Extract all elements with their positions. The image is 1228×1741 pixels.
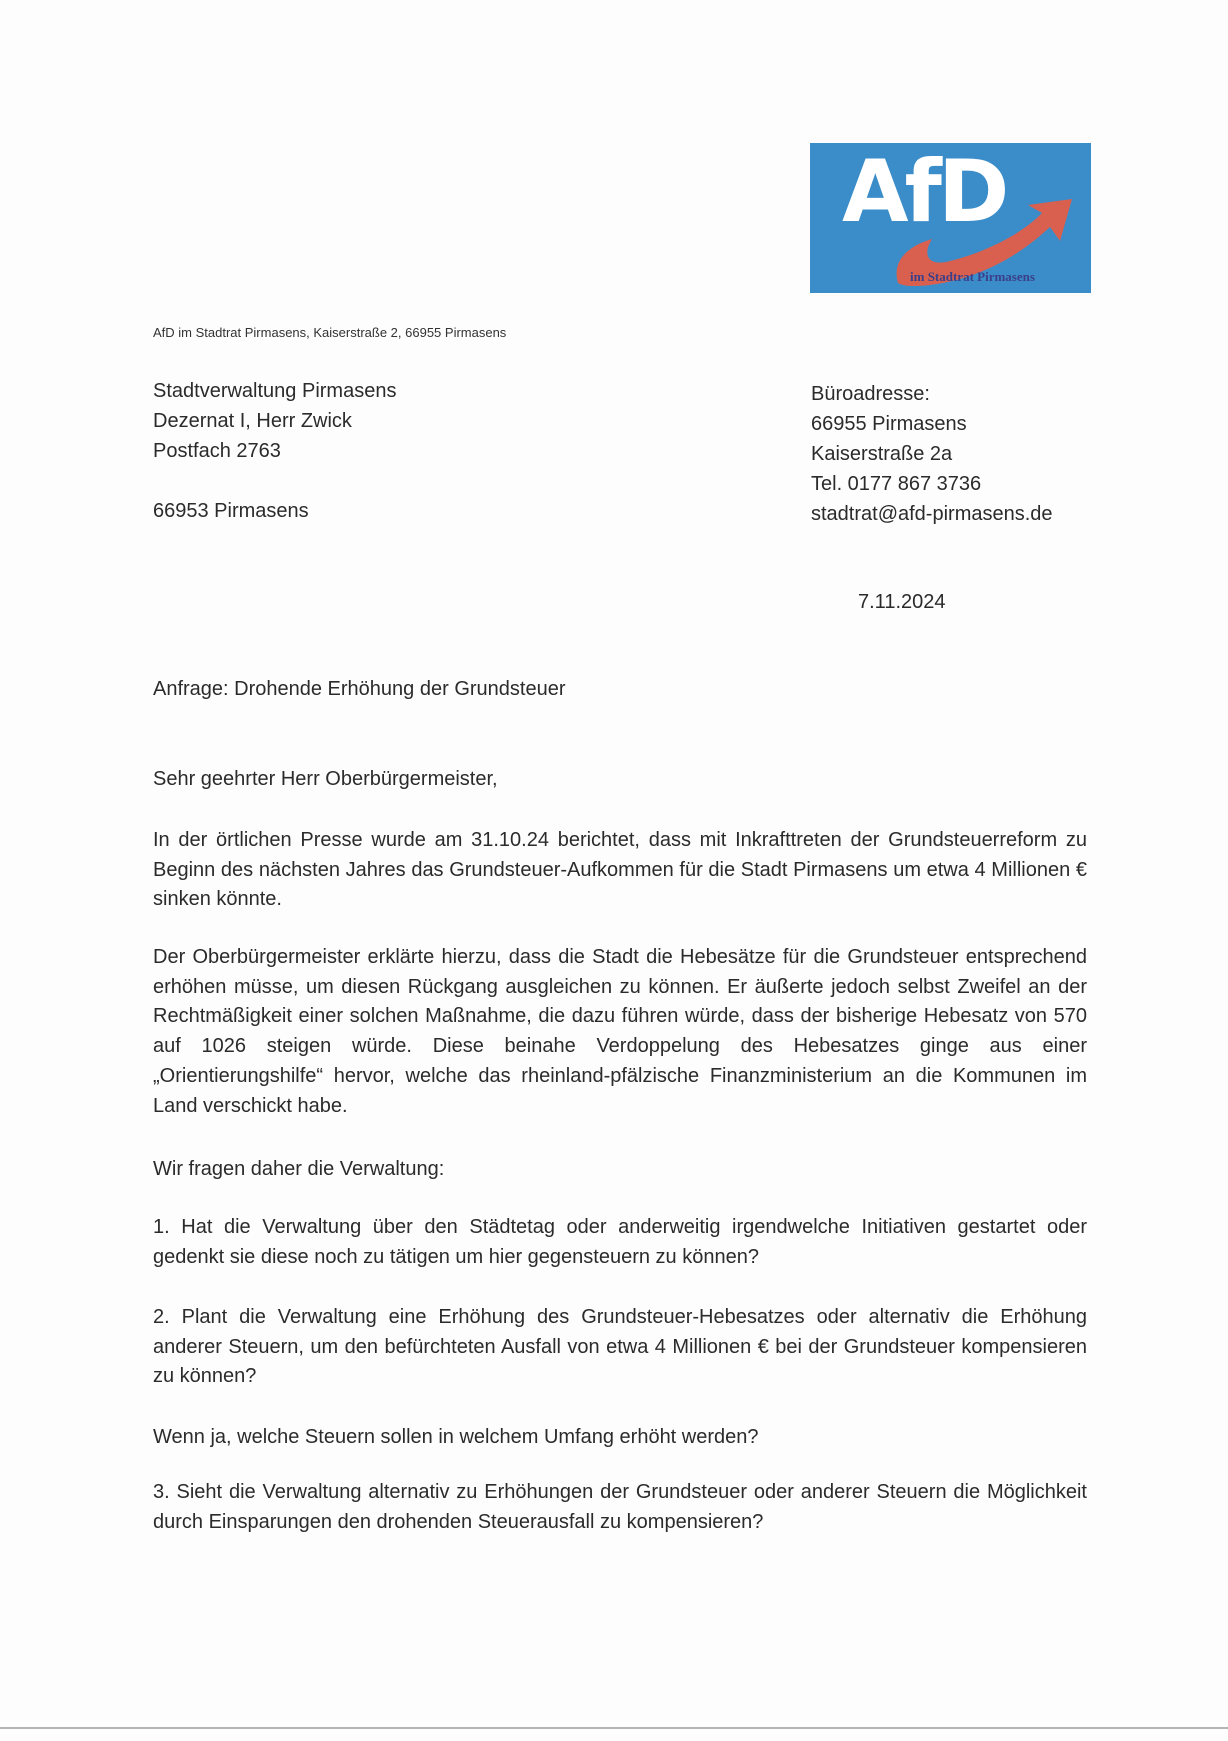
- salutation: Sehr geehrter Herr Oberbürgermeister,: [153, 768, 498, 790]
- body-paragraph: Der Oberbürgermeister erklärte hierzu, dass die Stadt die Hebesätze für die Grundsteuer entsprechend erhöhen müsse, um diesen Rückgang ausgleichen zu können. Er äußerte jedoch selbst Zweifel an der Rechtmäßigkeit einer solchen Maßnahme, die dazu führen würde, dass der bisherige Hebesatz von 570 auf 1026 steigen würde. Diese beinahe Verdoppelung des Hebesatzes ginge aus einer „Orientierungshilfe“ hervor, welche das rheinland-pfälzische Finanzministerium an die Kommunen im Land verschickt habe.: [153, 946, 1087, 1117]
- question-3: 3. Sieht die Verwaltung alternativ zu Erhöhungen der Grundsteuer oder anderer Steuern die Möglichkeit durch Einsparungen den drohenden Steuerausfall zu kompensieren?: [153, 1481, 1087, 1533]
- letter-subject: Anfrage: Drohende Erhöhung der Grundsteuer: [153, 678, 566, 700]
- question-2: 2. Plant die Verwaltung eine Erhöhung des Grundsteuer-Hebesatzes oder alternativ die Erhöhung anderer Steuern, um den befürchteten Ausfall von etwa 4 Millionen € bei der Grundsteuer kompensieren zu können?: [153, 1306, 1087, 1388]
- office-line: 66955 Pirmasens: [811, 413, 967, 435]
- question-1: 1. Hat die Verwaltung über den Städtetag oder anderweitig irgendwelche Initiativen gestartet oder gedenkt sie diese noch zu tätigen um hier gegensteuern zu können?: [153, 1216, 1087, 1268]
- recipient-line: Dezernat I, Herr Zwick: [153, 410, 352, 432]
- recipient-line: 66953 Pirmasens: [153, 500, 309, 522]
- recipient-line: Postfach 2763: [153, 440, 281, 462]
- sender-return-address: AfD im Stadtrat Pirmasens, Kaiserstraße 2, 66955 Pirmasens: [153, 325, 507, 340]
- body-paragraph: Wir fragen daher die Verwaltung:: [153, 1158, 445, 1180]
- letter-date: 7.11.2024: [858, 591, 946, 613]
- scan-edge-line: [0, 1727, 1228, 1729]
- office-phone: Tel. 0177 867 3736: [811, 473, 982, 495]
- body-paragraph: Wenn ja, welche Steuern sollen in welchem Umfang erhöht werden?: [153, 1426, 759, 1448]
- recipient-address: [153, 376, 396, 526]
- logo-subtitle: im Stadtrat Pirmasens: [910, 269, 1035, 284]
- logo-text: AfD: [842, 143, 1006, 242]
- body-paragraph: In der örtlichen Presse wurde am 31.10.24 berichtet, dass mit Inkrafttreten der Grundsteuerreform zu Beginn des nächsten Jahres das Grundsteuer-Aufkommen für die Stadt Pirmasens um etwa 4 Millionen € sinken könnte.: [153, 829, 1087, 911]
- recipient-line: Stadtverwaltung Pirmasens: [153, 380, 397, 402]
- office-line: Büroadresse:: [811, 383, 930, 405]
- office-address: [811, 379, 1053, 529]
- office-email: stadtrat@afd-pirmasens.de: [811, 503, 1053, 525]
- afd-logo: [810, 143, 1091, 293]
- office-line: Kaiserstraße 2a: [811, 443, 953, 465]
- recipient-line: [153, 466, 396, 496]
